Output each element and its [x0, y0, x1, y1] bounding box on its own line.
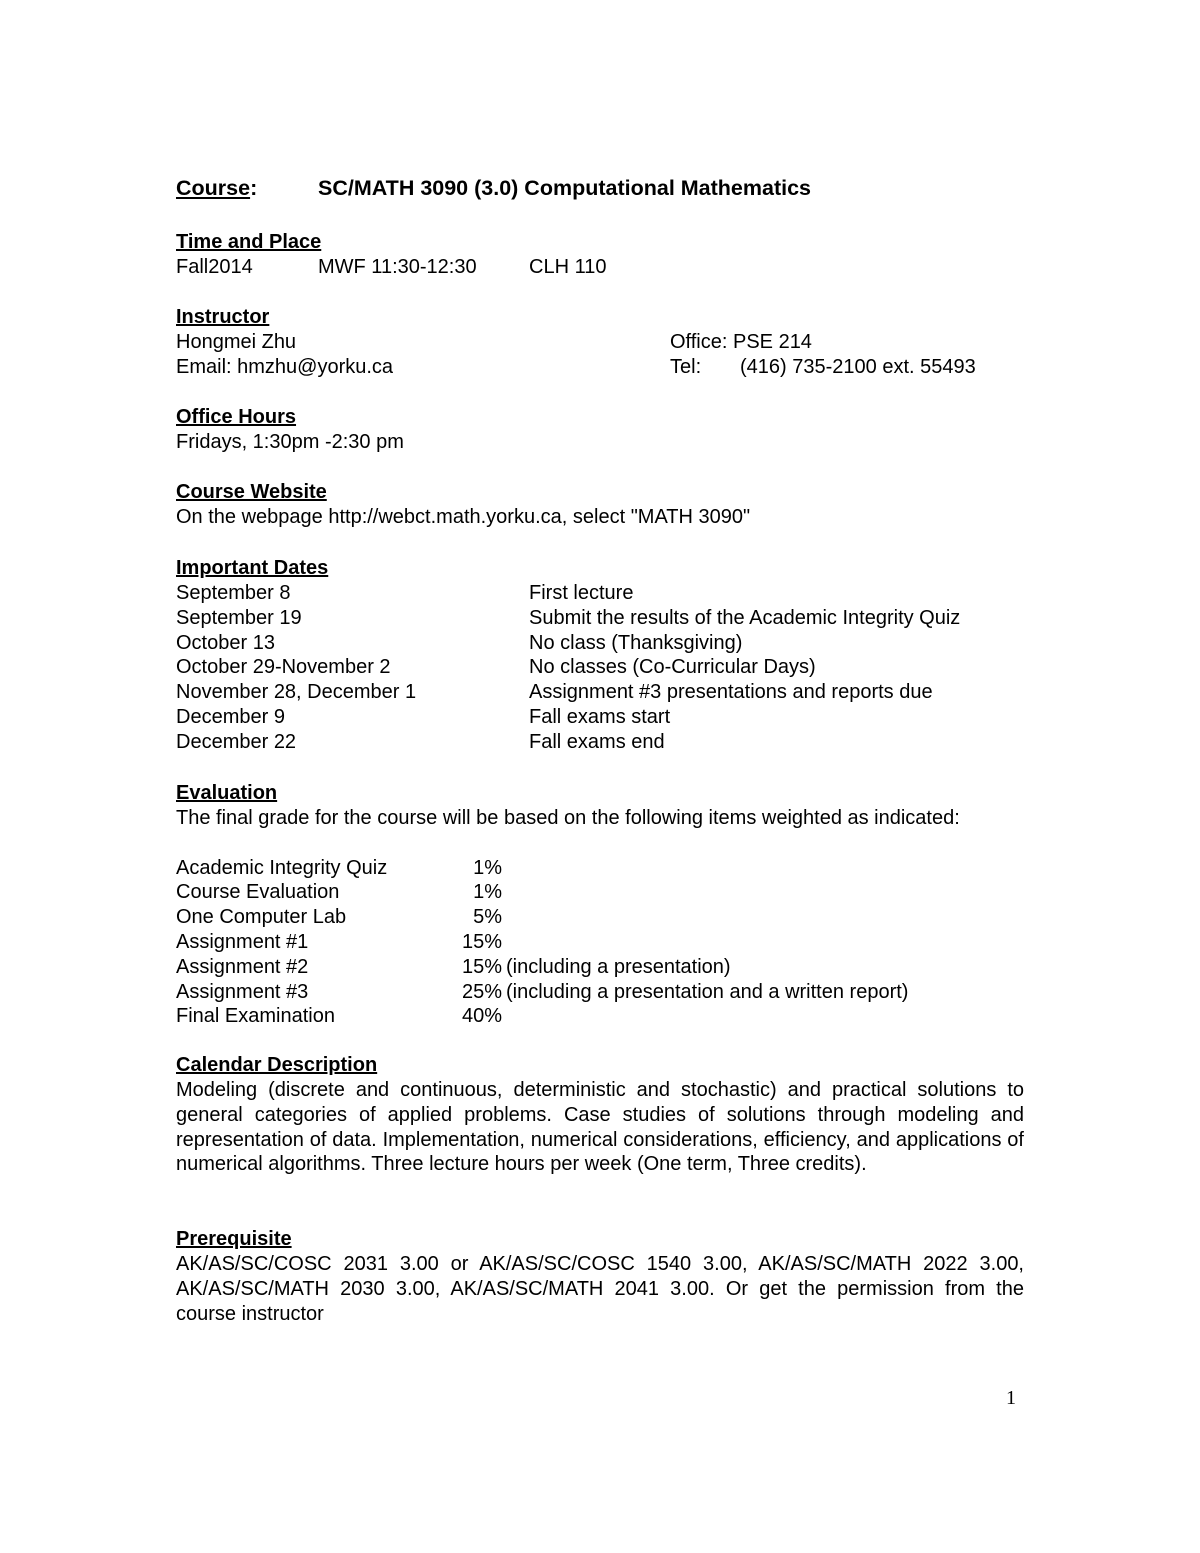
event-cell: No class (Thanksgiving) [529, 631, 743, 654]
evaluation-item-weight: 5% [473, 906, 502, 929]
evaluation-item-note: (including a presentation) [506, 955, 731, 978]
event-cell: Assignment #3 presentations and reports due [529, 681, 933, 704]
calendar-text: Modeling (discrete and continuous, deterministic and stochastic) and practical solutions to general categories of applied problems. Case studies of solutions through modeling and representation of data. Implementation, numerical considerations, efficiency, and applications of numerical algorithms. Three lecture hours per week (One term, Three credits). [176, 1079, 1024, 1176]
instructor-name: Hongmei Zhu [176, 331, 297, 353]
date-cell: September 19 [176, 606, 302, 629]
calendar-section [176, 1053, 1026, 1177]
website-heading: Course Website [176, 481, 327, 503]
evaluation-item-weight: 15% [461, 930, 502, 953]
page-number: 1 [1006, 1387, 1016, 1409]
event-cell: First lecture [529, 582, 634, 604]
course-label: Course: [176, 176, 258, 200]
evaluation-item-name: Assignment #2 [176, 955, 309, 978]
evaluation-item-name: One Computer Lab [176, 906, 347, 929]
prerequisite-section [176, 1227, 1026, 1326]
evaluation-heading: Evaluation [176, 782, 278, 804]
evaluation-item [176, 930, 1026, 955]
date-cell: December 9 [176, 705, 285, 728]
date-cell: December 22 [176, 730, 297, 753]
instructor-tel-label: Tel: [670, 355, 702, 378]
instructor-office: Office: PSE 214 [670, 331, 812, 353]
evaluation-item [176, 955, 1026, 980]
website-text: On the webpage http://webct.math.yorku.ca, select "MATH 3090" [176, 506, 751, 528]
instructor-row-1 [176, 330, 1026, 355]
room: CLH 110 [529, 256, 607, 278]
evaluation-item-weight: 40% [461, 1005, 502, 1028]
evaluation-item-weight: 1% [473, 856, 502, 879]
date-row [176, 730, 1026, 755]
website-section [176, 480, 1026, 530]
days-time: MWF 11:30-12:30 [318, 256, 477, 278]
office-hours-text: Fridays, 1:30pm -2:30 pm [176, 431, 404, 453]
prerequisite-heading: Prerequisite [176, 1228, 292, 1250]
prerequisite-text: AK/AS/SC/COSC 2031 3.00 or AK/AS/SC/COSC 1540 3.00, AK/AS/SC/MATH 2022 3.00, AK/AS/SC/MATH 2030 3.00, AK/AS/SC/MATH 2041 3.00. Or get the permission from the course instructor [176, 1253, 1024, 1325]
date-row [176, 705, 1026, 730]
date-row [176, 655, 1026, 680]
evaluation-section [176, 781, 1026, 1029]
event-cell: No classes (Co-Curricular Days) [529, 656, 816, 679]
evaluation-item-name: Academic Integrity Quiz [176, 856, 388, 879]
evaluation-item [176, 905, 1026, 930]
instructor-section [176, 305, 1026, 380]
instructor-row-2 [176, 355, 1026, 380]
date-row [176, 680, 1026, 705]
evaluation-intro-row [176, 806, 1026, 831]
term: Fall2014 [176, 256, 253, 278]
instructor-tel-value: (416) 735-2100 ext. 55493 [740, 355, 976, 378]
date-cell: November 28, December 1 [176, 681, 417, 704]
calendar-heading: Calendar Description [176, 1054, 378, 1076]
date-cell: October 29-November 2 [176, 656, 391, 679]
evaluation-item-name: Assignment #1 [176, 930, 309, 953]
office-hours-section [176, 405, 1026, 455]
office-hours-heading: Office Hours [176, 406, 297, 428]
evaluation-item-weight: 1% [473, 881, 502, 904]
evaluation-item-weight: 15% [461, 955, 502, 978]
evaluation-item [176, 1004, 1026, 1029]
spacer [176, 831, 1026, 856]
course-title: SC/MATH 3090 (3.0) Computational Mathematics [318, 176, 811, 200]
event-cell: Submit the results of the Academic Integrity Quiz [529, 606, 961, 629]
date-row [176, 606, 1026, 631]
evaluation-item [176, 856, 1026, 881]
event-cell: Fall exams start [529, 705, 671, 728]
evaluation-item [176, 980, 1026, 1005]
evaluation-intro: The final grade for the course will be based on the following items weighted as indicated: [176, 807, 960, 829]
dates-heading: Important Dates [176, 557, 329, 579]
evaluation-item-name: Assignment #3 [176, 980, 309, 1003]
date-cell: September 8 [176, 582, 291, 604]
dates-section [176, 556, 1026, 755]
time-place-heading: Time and Place [176, 231, 322, 253]
course-title-line [176, 176, 1026, 206]
evaluation-item [176, 880, 1026, 905]
evaluation-item-weight: 25% [461, 980, 502, 1003]
instructor-heading: Instructor [176, 306, 270, 328]
evaluation-item-note: (including a presentation and a written report) [506, 980, 909, 1003]
office-hours-row [176, 430, 1026, 455]
time-place-row [176, 255, 1026, 280]
evaluation-item-name: Course Evaluation [176, 881, 340, 904]
event-cell: Fall exams end [529, 730, 665, 753]
date-row [176, 581, 1026, 606]
evaluation-item-name: Final Examination [176, 1005, 335, 1028]
website-row [176, 505, 1026, 530]
instructor-email: Email: hmzhu@yorku.ca [176, 355, 394, 378]
dates-table [176, 581, 1026, 755]
date-cell: October 13 [176, 631, 275, 654]
date-row [176, 631, 1026, 656]
time-place-section [176, 230, 1026, 280]
